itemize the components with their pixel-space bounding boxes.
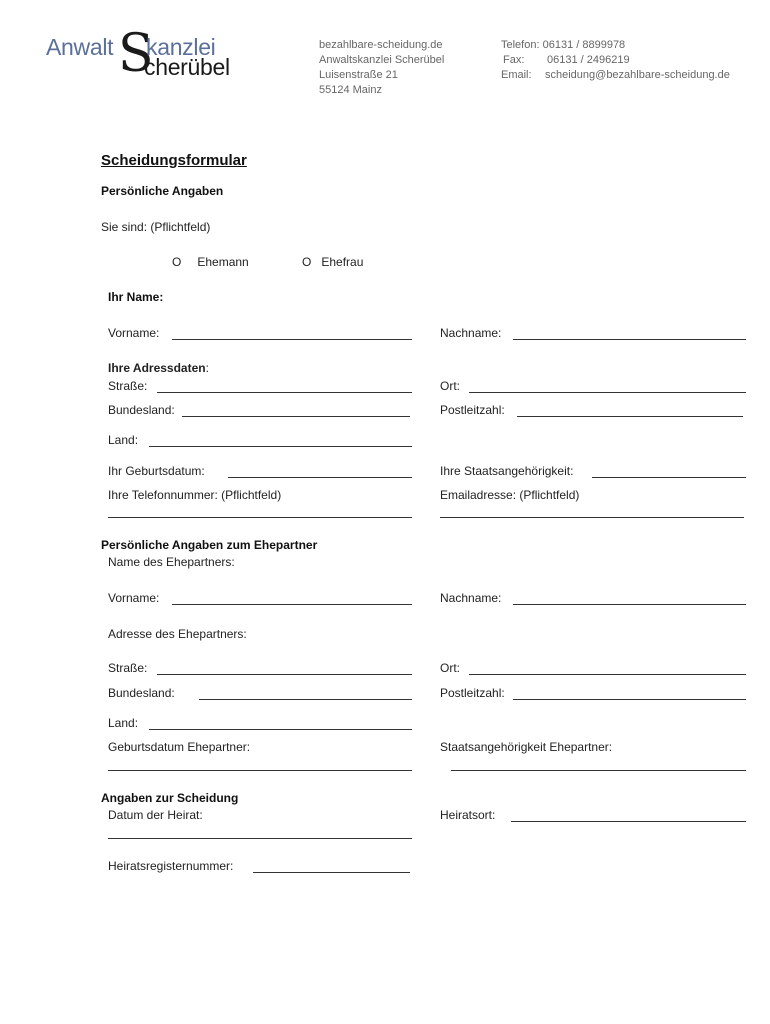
radio-ehemann[interactable] bbox=[172, 255, 249, 269]
telefon-label: Telefon: bbox=[501, 39, 540, 51]
heiratsregisternummer-label: Heiratsregisternummer: bbox=[108, 859, 234, 873]
partner-ort-field[interactable] bbox=[469, 674, 746, 675]
radio-ehefrau-label: Ehefrau bbox=[321, 255, 364, 269]
heiratsort-field[interactable] bbox=[511, 821, 746, 822]
heiratsort-label: Heiratsort: bbox=[440, 808, 496, 822]
email-label: Email: bbox=[501, 69, 532, 81]
email-field[interactable] bbox=[440, 517, 744, 518]
telefon-value: 06131 / 8899978 bbox=[542, 39, 626, 51]
address-heading-colon: : bbox=[205, 361, 209, 375]
partner-address-heading: Adresse des Ehepartners: bbox=[108, 627, 247, 641]
heiratsregisternummer-field[interactable] bbox=[253, 872, 410, 873]
land-field[interactable] bbox=[149, 446, 412, 447]
partner-name-heading: Name des Ehepartners: bbox=[108, 555, 235, 569]
name-heading: Ihr Name: bbox=[108, 290, 164, 304]
contact-firm: Anwaltskanzlei Scherübel bbox=[319, 54, 445, 66]
fax-value: 06131 / 2496219 bbox=[547, 54, 630, 66]
contact-city: 55124 Mainz bbox=[319, 84, 382, 96]
personal-heading: Persönliche Angaben bbox=[101, 184, 224, 198]
email-label: Emailadresse: (Pflichtfeld) bbox=[440, 488, 580, 502]
geburtsdatum-field[interactable] bbox=[228, 477, 412, 478]
partner-staatsangehoerigkeit-label: Staatsangehörigkeit Ehepartner: bbox=[440, 740, 613, 754]
vorname-field[interactable] bbox=[172, 339, 412, 340]
partner-bundesland-field[interactable] bbox=[199, 699, 412, 700]
bundesland-field[interactable] bbox=[182, 416, 410, 417]
staatsangehoerigkeit-label: Ihre Staatsangehörigkeit: bbox=[440, 464, 574, 478]
email-value[interactable]: scheidung@bezahlbare-scheidung.de bbox=[545, 69, 730, 81]
partner-nachname-label: Nachname: bbox=[440, 591, 502, 605]
partner-vorname-label: Vorname: bbox=[108, 591, 160, 605]
contact-address-block bbox=[319, 38, 444, 98]
nachname-field[interactable] bbox=[513, 339, 746, 340]
partner-strasse-field[interactable] bbox=[157, 674, 412, 675]
ort-label: Ort: bbox=[440, 379, 460, 393]
postleitzahl-label: Postleitzahl: bbox=[440, 403, 505, 417]
partner-land-label: Land: bbox=[108, 716, 139, 730]
land-label: Land: bbox=[108, 433, 139, 447]
radio-ehemann-marker: O bbox=[172, 255, 182, 269]
telefon-label: Ihre Telefonnummer: (Pflichtfeld) bbox=[108, 488, 282, 502]
sie-sind-label: Sie sind: (Pflichtfeld) bbox=[101, 220, 211, 234]
partner-geburtsdatum-field[interactable] bbox=[108, 770, 412, 771]
staatsangehoerigkeit-field[interactable] bbox=[592, 477, 746, 478]
logo-anwalt-text: Anwalt bbox=[46, 34, 114, 60]
partner-land-field[interactable] bbox=[149, 729, 412, 730]
logo-scheruebel-text: cherübel bbox=[144, 54, 230, 80]
fax-label: Fax: bbox=[503, 54, 525, 66]
ort-field[interactable] bbox=[469, 392, 746, 393]
radio-ehefrau-marker: O bbox=[302, 255, 312, 269]
datum-heirat-label: Datum der Heirat: bbox=[108, 808, 203, 822]
partner-vorname-field[interactable] bbox=[172, 604, 412, 605]
address-heading bbox=[108, 361, 209, 375]
logo-kanzlei-text: kanzlei bbox=[146, 34, 216, 60]
postleitzahl-field[interactable] bbox=[517, 416, 743, 417]
partner-nachname-field[interactable] bbox=[513, 604, 746, 605]
partner-ort-label: Ort: bbox=[440, 661, 460, 675]
bundesland-label: Bundesland: bbox=[108, 403, 175, 417]
strasse-field[interactable] bbox=[157, 392, 412, 393]
partner-postleitzahl-field[interactable] bbox=[513, 699, 746, 700]
partner-heading: Persönliche Angaben zum Ehepartner bbox=[101, 538, 318, 552]
page-title: Scheidungsformular bbox=[101, 152, 247, 169]
partner-geburtsdatum-label: Geburtsdatum Ehepartner: bbox=[108, 740, 251, 754]
contact-street: Luisenstraße 21 bbox=[319, 69, 398, 81]
divorce-heading: Angaben zur Scheidung bbox=[101, 791, 239, 805]
vorname-label: Vorname: bbox=[108, 326, 160, 340]
partner-bundesland-label: Bundesland: bbox=[108, 686, 175, 700]
contact-website: bezahlbare-scheidung.de bbox=[319, 39, 443, 51]
radio-ehefrau[interactable] bbox=[302, 255, 363, 269]
contact-phone-block bbox=[501, 38, 730, 83]
datum-heirat-field[interactable] bbox=[108, 838, 412, 839]
nachname-label: Nachname: bbox=[440, 326, 502, 340]
partner-staatsangehoerigkeit-field[interactable] bbox=[451, 770, 746, 771]
geburtsdatum-label: Ihr Geburtsdatum: bbox=[108, 464, 205, 478]
partner-postleitzahl-label: Postleitzahl: bbox=[440, 686, 505, 700]
telefon-field[interactable] bbox=[108, 517, 412, 518]
address-heading-text: Ihre Adressdaten bbox=[108, 361, 206, 375]
logo-big-s: S bbox=[118, 24, 154, 84]
radio-ehemann-label: Ehemann bbox=[197, 255, 249, 269]
strasse-label: Straße: bbox=[108, 379, 148, 393]
partner-strasse-label: Straße: bbox=[108, 661, 148, 675]
